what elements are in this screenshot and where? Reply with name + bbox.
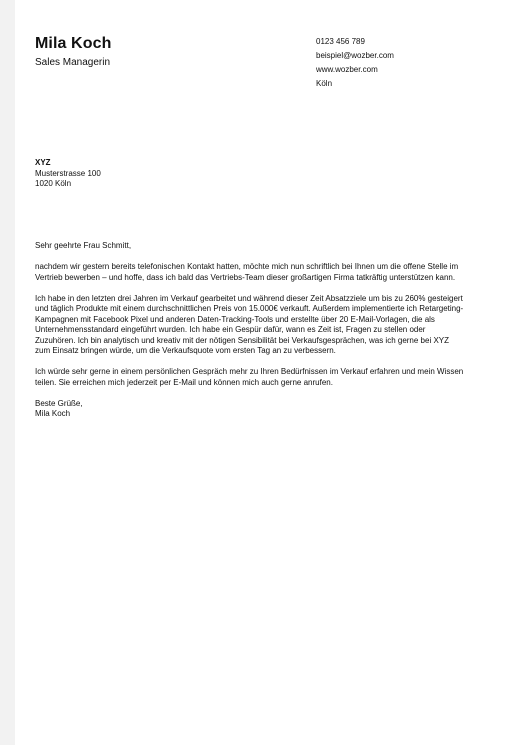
recipient-address xyxy=(35,158,101,190)
recipient-postal-city: 1020 Köln xyxy=(35,179,72,188)
letter-closing-block xyxy=(35,399,465,420)
sender-contact-block xyxy=(316,35,516,91)
letter-paragraph: nachdem wir gestern bereits telefonischen Kontakt hatten, möchte mich nun schriftlich bei Ihnen um die offene Stelle im Vertrieb bewerben – und hoffe, dass ich bald das Vertriebs-Team dieser großartigen Firma tatkräftig unterstützen kann. xyxy=(35,262,459,282)
sender-job-title: Sales Managerin xyxy=(35,57,111,68)
recipient-street: Musterstrasse 100 xyxy=(35,168,101,178)
letter-page xyxy=(15,0,527,745)
sender-name: Mila Koch xyxy=(35,35,112,52)
sender-city: Köln xyxy=(316,79,333,88)
sender-email: beispiel@wozber.com xyxy=(316,51,394,60)
letter-paragraph: Ich habe in den letzten drei Jahren im Verkauf gearbeitet und während dieser Zeit Absatzziele um bis zu 260% gesteigert und täglich Produkte mit einem durchschnittlichen Preis von 15.000€ verkauft. Außerdem implementierte ich Retargeting-Kampagnen mit Facebook Pixel und anderen Daten-Tracking-Tools und erstellte über 20 E-Mail-Vorlagen, die als Unternehmensstandard eingeführt wurden. Ich habe ein Gespür dafür, wann es Zeit ist, Fragen zu stellen oder Zuzuhören. Ich bin analytisch und kreativ mit der nötigen Sensibilität bei Verkaufsgesprächen, was ich gerne bei XYZ zum Einsatz bringen würde, um die Verkaufsquote vom ersten Tag an zu verbessern. xyxy=(35,293,464,355)
letter-paragraph: Ich würde sehr gerne in einem persönlichen Gespräch mehr zu Ihren Bedürfnissen im Verkauf erfahren und mein Wissen teilen. Sie erreichen mich jederzeit per E-Mail und können mich auch gerne anrufen. xyxy=(35,367,464,387)
recipient-company: XYZ xyxy=(35,158,51,167)
sender-website: www.wozber.com xyxy=(316,65,378,74)
letter-closing: Beste Grüße, xyxy=(35,398,83,408)
letter-signature: Mila Koch xyxy=(35,409,71,418)
letter-salutation: Sehr geehrte Frau Schmitt, xyxy=(35,241,132,250)
letter-body xyxy=(35,241,465,420)
sender-phone: 0123 456 789 xyxy=(316,37,365,46)
